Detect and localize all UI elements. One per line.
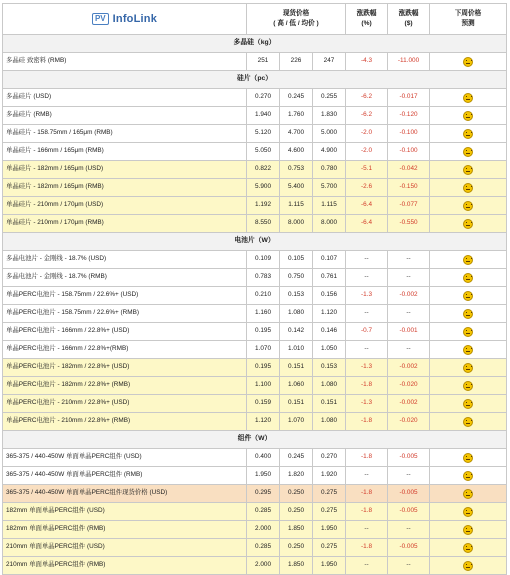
change-abs-cell: -0.017	[388, 89, 430, 107]
price-high-cell: 1.160	[247, 305, 280, 323]
product-name-cell: 182mm 单面单晶PERC组件 (RMB)	[3, 521, 247, 539]
price-high-cell: 0.285	[247, 539, 280, 557]
forecast-cell	[430, 161, 507, 179]
price-low-cell: 4.700	[280, 125, 313, 143]
change-pct-cell: -1.8	[346, 413, 388, 431]
table-row	[3, 377, 507, 395]
section-title: 硅片（pc）	[3, 71, 507, 89]
change-abs-cell: -0.005	[388, 485, 430, 503]
price-low-cell: 0.153	[280, 287, 313, 305]
price-avg-cell: 1.080	[313, 377, 346, 395]
forecast-cell	[430, 557, 507, 575]
header-change-pct: 涨跌幅 (%)	[346, 4, 388, 35]
price-low-cell: 1.850	[280, 557, 313, 575]
price-avg-cell: 1.115	[313, 197, 346, 215]
forecast-cell	[430, 269, 507, 287]
product-name-cell: 多晶硅片 (USD)	[3, 89, 247, 107]
change-abs-cell: --	[388, 557, 430, 575]
change-abs-cell: --	[388, 251, 430, 269]
table-row	[3, 323, 507, 341]
price-avg-cell: 0.275	[313, 539, 346, 557]
change-abs-cell: -0.100	[388, 143, 430, 161]
price-low-cell: 1.080	[280, 305, 313, 323]
change-pct-cell: -4.3	[346, 53, 388, 71]
forecast-cell	[430, 449, 507, 467]
price-low-cell: 0.245	[280, 449, 313, 467]
price-low-cell: 1.010	[280, 341, 313, 359]
price-high-cell: 0.195	[247, 323, 280, 341]
price-avg-cell: 0.146	[313, 323, 346, 341]
forecast-cell	[430, 107, 507, 125]
table-row	[3, 449, 507, 467]
section-header-row	[3, 233, 507, 251]
product-name-cell: 多晶电池片 - 金刚线 - 18.7% (USD)	[3, 251, 247, 269]
change-abs-cell: -0.002	[388, 395, 430, 413]
product-name-cell: 365-375 / 440-450W 单面单晶PERC组件 (USD)	[3, 449, 247, 467]
change-abs-cell: -0.005	[388, 539, 430, 557]
price-avg-cell: 1.120	[313, 305, 346, 323]
section-title: 多晶硅（kg）	[3, 35, 507, 53]
change-pct-cell: -1.3	[346, 359, 388, 377]
change-abs-cell: -0.120	[388, 107, 430, 125]
change-pct-cell: -1.8	[346, 503, 388, 521]
price-high-cell: 0.400	[247, 449, 280, 467]
face-icon	[463, 525, 473, 535]
change-abs-cell: --	[388, 269, 430, 287]
change-abs-cell: -0.020	[388, 377, 430, 395]
price-table	[2, 3, 507, 575]
price-low-cell: 1.070	[280, 413, 313, 431]
price-high-cell: 0.295	[247, 485, 280, 503]
change-pct-cell: -1.8	[346, 377, 388, 395]
price-avg-cell: 1.050	[313, 341, 346, 359]
face-icon	[463, 561, 473, 571]
forecast-cell	[430, 539, 507, 557]
forecast-cell	[430, 251, 507, 269]
price-low-cell: 1.115	[280, 197, 313, 215]
section-header-row	[3, 71, 507, 89]
product-name-cell: 210mm 单面单晶PERC组件 (USD)	[3, 539, 247, 557]
price-high-cell: 5.900	[247, 179, 280, 197]
price-low-cell: 1.760	[280, 107, 313, 125]
face-icon	[463, 291, 473, 301]
change-pct-cell: -6.2	[346, 107, 388, 125]
price-avg-cell: 0.780	[313, 161, 346, 179]
face-icon	[463, 309, 473, 319]
price-low-cell: 0.250	[280, 503, 313, 521]
face-icon	[463, 129, 473, 139]
price-high-cell: 2.000	[247, 557, 280, 575]
pv-badge-icon: PV	[92, 13, 109, 25]
price-avg-cell: 1.830	[313, 107, 346, 125]
table-row	[3, 485, 507, 503]
price-avg-cell: 0.255	[313, 89, 346, 107]
price-low-cell: 226	[280, 53, 313, 71]
price-high-cell: 8.550	[247, 215, 280, 233]
change-pct-cell: --	[346, 305, 388, 323]
forecast-cell	[430, 395, 507, 413]
price-avg-cell: 1.080	[313, 413, 346, 431]
product-name-cell: 365-375 / 440-450W 单面单晶PERC组件 (RMB)	[3, 467, 247, 485]
header-spot-price: 现货价格 ( 高 / 低 / 均价 )	[247, 4, 346, 35]
table-row	[3, 305, 507, 323]
forecast-cell	[430, 53, 507, 71]
price-high-cell: 0.270	[247, 89, 280, 107]
product-name-cell: 210mm 单面单晶PERC组件 (RMB)	[3, 557, 247, 575]
price-avg-cell: 0.275	[313, 485, 346, 503]
price-high-cell: 1.940	[247, 107, 280, 125]
face-icon	[463, 363, 473, 373]
change-abs-cell: --	[388, 341, 430, 359]
price-avg-cell: 0.156	[313, 287, 346, 305]
change-pct-cell: --	[346, 341, 388, 359]
brand-name: InfoLink	[112, 12, 158, 25]
change-abs-cell: --	[388, 305, 430, 323]
face-icon	[463, 489, 473, 499]
price-low-cell: 4.600	[280, 143, 313, 161]
table-row	[3, 467, 507, 485]
price-low-cell: 0.151	[280, 395, 313, 413]
face-icon	[463, 111, 473, 121]
forecast-cell	[430, 89, 507, 107]
price-high-cell: 2.000	[247, 521, 280, 539]
section-header-row	[3, 431, 507, 449]
price-avg-cell: 0.275	[313, 503, 346, 521]
forecast-cell	[430, 359, 507, 377]
price-avg-cell: 0.107	[313, 251, 346, 269]
price-high-cell: 0.195	[247, 359, 280, 377]
face-icon	[463, 543, 473, 553]
face-icon	[463, 183, 473, 193]
price-avg-cell: 247	[313, 53, 346, 71]
price-low-cell: 0.250	[280, 485, 313, 503]
section-title: 电池片（W）	[3, 233, 507, 251]
product-name-cell: 182mm 单面单晶PERC组件 (USD)	[3, 503, 247, 521]
price-high-cell: 5.120	[247, 125, 280, 143]
table-row	[3, 53, 507, 71]
forecast-cell	[430, 323, 507, 341]
change-abs-cell: --	[388, 521, 430, 539]
face-icon	[463, 165, 473, 175]
price-avg-cell: 1.920	[313, 467, 346, 485]
change-pct-cell: -5.1	[346, 161, 388, 179]
table-row	[3, 521, 507, 539]
price-high-cell: 1.192	[247, 197, 280, 215]
product-name-cell: 单晶硅片 - 182mm / 165μm (RMB)	[3, 179, 247, 197]
change-pct-cell: -6.2	[346, 89, 388, 107]
face-icon	[463, 147, 473, 157]
price-low-cell: 0.245	[280, 89, 313, 107]
forecast-cell	[430, 485, 507, 503]
change-abs-cell: -0.550	[388, 215, 430, 233]
product-name-cell: 365-375 / 440-450W 单面单晶PERC组件现货价格 (USD)	[3, 485, 247, 503]
table-row	[3, 107, 507, 125]
change-pct-cell: -1.8	[346, 449, 388, 467]
product-name-cell: 单晶PERC电池片 - 158.75mm / 22.6%+ (USD)	[3, 287, 247, 305]
forecast-cell	[430, 143, 507, 161]
change-abs-cell: -0.042	[388, 161, 430, 179]
product-name-cell: 单晶硅片 - 182mm / 165μm (USD)	[3, 161, 247, 179]
forecast-cell	[430, 467, 507, 485]
change-pct-cell: --	[346, 557, 388, 575]
price-table-body	[3, 35, 507, 575]
forecast-cell	[430, 179, 507, 197]
price-avg-cell: 8.000	[313, 215, 346, 233]
table-row	[3, 161, 507, 179]
face-icon	[463, 255, 473, 265]
price-high-cell: 1.070	[247, 341, 280, 359]
product-name-cell: 单晶PERC电池片 - 182mm / 22.8%+ (RMB)	[3, 377, 247, 395]
table-header-row	[3, 4, 507, 35]
table-row	[3, 179, 507, 197]
table-row	[3, 557, 507, 575]
change-pct-cell: -6.4	[346, 197, 388, 215]
face-icon	[463, 399, 473, 409]
price-avg-cell: 5.700	[313, 179, 346, 197]
face-icon	[463, 219, 473, 229]
change-abs-cell: -0.001	[388, 323, 430, 341]
header-forecast: 下周价格 预测	[430, 4, 507, 35]
price-high-cell: 0.159	[247, 395, 280, 413]
change-pct-cell: -2.0	[346, 143, 388, 161]
table-row	[3, 503, 507, 521]
product-name-cell: 单晶PERC电池片 - 166mm / 22.8%+ (USD)	[3, 323, 247, 341]
section-header-row	[3, 35, 507, 53]
table-row	[3, 395, 507, 413]
change-pct-cell: --	[346, 467, 388, 485]
price-low-cell: 0.151	[280, 359, 313, 377]
forecast-cell	[430, 125, 507, 143]
price-high-cell: 251	[247, 53, 280, 71]
change-abs-cell: -0.077	[388, 197, 430, 215]
price-low-cell: 0.142	[280, 323, 313, 341]
product-name-cell: 单晶PERC电池片 - 166mm / 22.8%+(RMB)	[3, 341, 247, 359]
change-pct-cell: --	[346, 251, 388, 269]
product-name-cell: 多晶硅 致密料 (RMB)	[3, 53, 247, 71]
price-low-cell: 1.820	[280, 467, 313, 485]
product-name-cell: 单晶硅片 - 210mm / 170μm (RMB)	[3, 215, 247, 233]
face-icon	[463, 417, 473, 427]
change-abs-cell: -0.005	[388, 503, 430, 521]
product-name-cell: 单晶PERC电池片 - 210mm / 22.8%+ (RMB)	[3, 413, 247, 431]
table-row	[3, 539, 507, 557]
change-pct-cell: -1.8	[346, 485, 388, 503]
table-row	[3, 251, 507, 269]
forecast-cell	[430, 413, 507, 431]
price-high-cell: 1.950	[247, 467, 280, 485]
price-avg-cell: 1.950	[313, 521, 346, 539]
face-icon	[463, 93, 473, 103]
table-row	[3, 89, 507, 107]
change-pct-cell: -0.7	[346, 323, 388, 341]
price-high-cell: 1.120	[247, 413, 280, 431]
price-avg-cell: 0.151	[313, 395, 346, 413]
header-change-abs: 涨跌幅 ($)	[388, 4, 430, 35]
change-pct-cell: -1.8	[346, 539, 388, 557]
price-low-cell: 1.060	[280, 377, 313, 395]
change-pct-cell: -1.3	[346, 287, 388, 305]
price-low-cell: 0.105	[280, 251, 313, 269]
face-icon	[463, 345, 473, 355]
face-icon	[463, 201, 473, 211]
price-low-cell: 1.850	[280, 521, 313, 539]
change-abs-cell: -0.100	[388, 125, 430, 143]
price-high-cell: 0.109	[247, 251, 280, 269]
product-name-cell: 多晶电池片 - 金刚线 - 18.7% (RMB)	[3, 269, 247, 287]
price-avg-cell: 0.761	[313, 269, 346, 287]
table-row	[3, 287, 507, 305]
face-icon	[463, 57, 473, 67]
product-name-cell: 多晶硅片 (RMB)	[3, 107, 247, 125]
change-abs-cell: -0.002	[388, 287, 430, 305]
face-icon	[463, 453, 473, 463]
change-abs-cell: -0.005	[388, 449, 430, 467]
forecast-cell	[430, 215, 507, 233]
price-high-cell: 5.050	[247, 143, 280, 161]
price-table-container	[2, 3, 506, 575]
face-icon	[463, 507, 473, 517]
change-abs-cell: --	[388, 467, 430, 485]
table-row	[3, 341, 507, 359]
price-high-cell: 0.783	[247, 269, 280, 287]
price-avg-cell: 1.950	[313, 557, 346, 575]
table-row	[3, 269, 507, 287]
product-name-cell: 单晶PERC电池片 - 210mm / 22.8%+ (USD)	[3, 395, 247, 413]
product-name-cell: 单晶PERC电池片 - 158.75mm / 22.6%+ (RMB)	[3, 305, 247, 323]
forecast-cell	[430, 287, 507, 305]
price-high-cell: 1.100	[247, 377, 280, 395]
change-pct-cell: -6.4	[346, 215, 388, 233]
forecast-cell	[430, 377, 507, 395]
price-low-cell: 0.250	[280, 539, 313, 557]
change-abs-cell: -0.020	[388, 413, 430, 431]
price-low-cell: 8.000	[280, 215, 313, 233]
brand-logo	[3, 4, 247, 35]
change-pct-cell: -1.3	[346, 395, 388, 413]
change-abs-cell: -11.000	[388, 53, 430, 71]
forecast-cell	[430, 521, 507, 539]
price-avg-cell: 0.153	[313, 359, 346, 377]
price-low-cell: 0.753	[280, 161, 313, 179]
forecast-cell	[430, 197, 507, 215]
price-high-cell: 0.822	[247, 161, 280, 179]
table-row	[3, 197, 507, 215]
section-title: 组件（W）	[3, 431, 507, 449]
change-pct-cell: -2.6	[346, 179, 388, 197]
product-name-cell: 单晶硅片 - 158.75mm / 165μm (RMB)	[3, 125, 247, 143]
price-low-cell: 0.750	[280, 269, 313, 287]
forecast-cell	[430, 305, 507, 323]
price-avg-cell: 0.270	[313, 449, 346, 467]
price-low-cell: 5.400	[280, 179, 313, 197]
face-icon	[463, 381, 473, 391]
forecast-cell	[430, 341, 507, 359]
face-icon	[463, 273, 473, 283]
change-pct-cell: --	[346, 269, 388, 287]
change-abs-cell: -0.002	[388, 359, 430, 377]
price-high-cell: 0.210	[247, 287, 280, 305]
table-row	[3, 413, 507, 431]
face-icon	[463, 327, 473, 337]
table-row	[3, 215, 507, 233]
price-avg-cell: 4.900	[313, 143, 346, 161]
product-name-cell: 单晶硅片 - 166mm / 165μm (RMB)	[3, 143, 247, 161]
product-name-cell: 单晶PERC电池片 - 182mm / 22.8%+ (USD)	[3, 359, 247, 377]
change-pct-cell: --	[346, 521, 388, 539]
face-icon	[463, 471, 473, 481]
price-avg-cell: 5.000	[313, 125, 346, 143]
change-abs-cell: -0.150	[388, 179, 430, 197]
table-row	[3, 125, 507, 143]
price-high-cell: 0.285	[247, 503, 280, 521]
change-pct-cell: -2.0	[346, 125, 388, 143]
forecast-cell	[430, 503, 507, 521]
table-row	[3, 359, 507, 377]
product-name-cell: 单晶硅片 - 210mm / 170μm (USD)	[3, 197, 247, 215]
table-row	[3, 143, 507, 161]
